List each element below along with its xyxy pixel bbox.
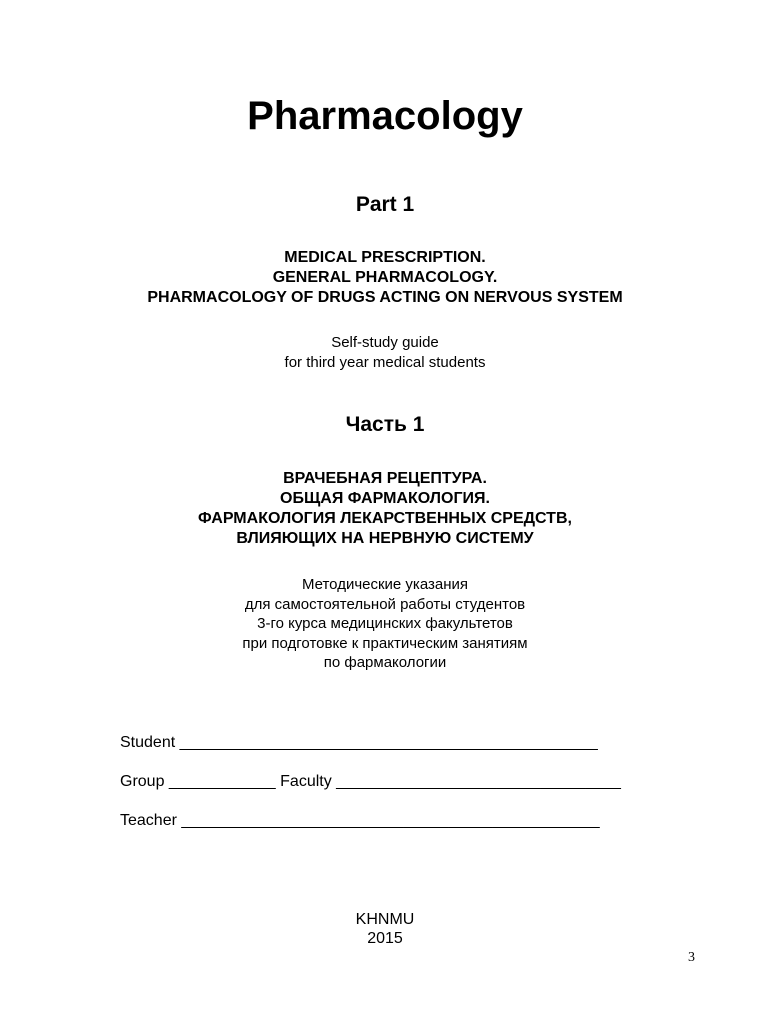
document-title: Pharmacology bbox=[247, 94, 523, 138]
heading-english bbox=[0, 248, 770, 308]
heading-russian-line: ФАРМАКОЛОГИЯ ЛЕКАРСТВЕННЫХ СРЕДСТВ, bbox=[198, 510, 572, 527]
heading-russian-line: ВЛИЯЮЩИХ НА НЕРВНУЮ СИСТЕМУ bbox=[236, 530, 534, 547]
subtitle-english-line: Self-study guide bbox=[331, 334, 439, 351]
publication-year: 2015 bbox=[367, 930, 403, 947]
subtitle-russian-line: 3-го курса медицинских факультетов bbox=[257, 615, 513, 632]
heading-russian bbox=[0, 469, 770, 549]
teacher-name-line: Teacher _______________________________________________ bbox=[120, 812, 600, 829]
subtitle-russian-line: Методические указания bbox=[301, 576, 469, 593]
page-number: 3 bbox=[688, 950, 695, 965]
subtitle-russian-line: по фармакологии bbox=[323, 654, 447, 671]
student-name-line: Student _______________________________________________ bbox=[120, 734, 598, 751]
heading-english-line: GENERAL PHARMACOLOGY. bbox=[272, 269, 498, 286]
part-label-english: Part 1 bbox=[355, 193, 415, 216]
subtitle-english bbox=[0, 333, 770, 372]
heading-russian-line: ВРАЧЕБНАЯ РЕЦЕПТУРА. bbox=[283, 470, 487, 487]
heading-russian-line: ОБЩАЯ ФАРМАКОЛОГИЯ. bbox=[280, 490, 490, 507]
publisher-institution: KHNMU bbox=[355, 911, 415, 928]
subtitle-russian-line: для самостоятельной работы студентов bbox=[244, 595, 526, 613]
subtitle-russian bbox=[0, 575, 770, 673]
part-label-russian: Часть 1 bbox=[345, 413, 425, 436]
subtitle-english-line: for third year medical students bbox=[284, 353, 486, 371]
group-faculty-line: Group ____________ Faculty ________________________________ bbox=[120, 773, 621, 790]
heading-english-line: MEDICAL PRESCRIPTION. bbox=[284, 249, 486, 266]
subtitle-russian-line: при подготовке к практическим занятиям bbox=[242, 634, 528, 652]
heading-english-line: PHARMACOLOGY OF DRUGS ACTING ON NERVOUS SYSTEM bbox=[147, 289, 623, 306]
